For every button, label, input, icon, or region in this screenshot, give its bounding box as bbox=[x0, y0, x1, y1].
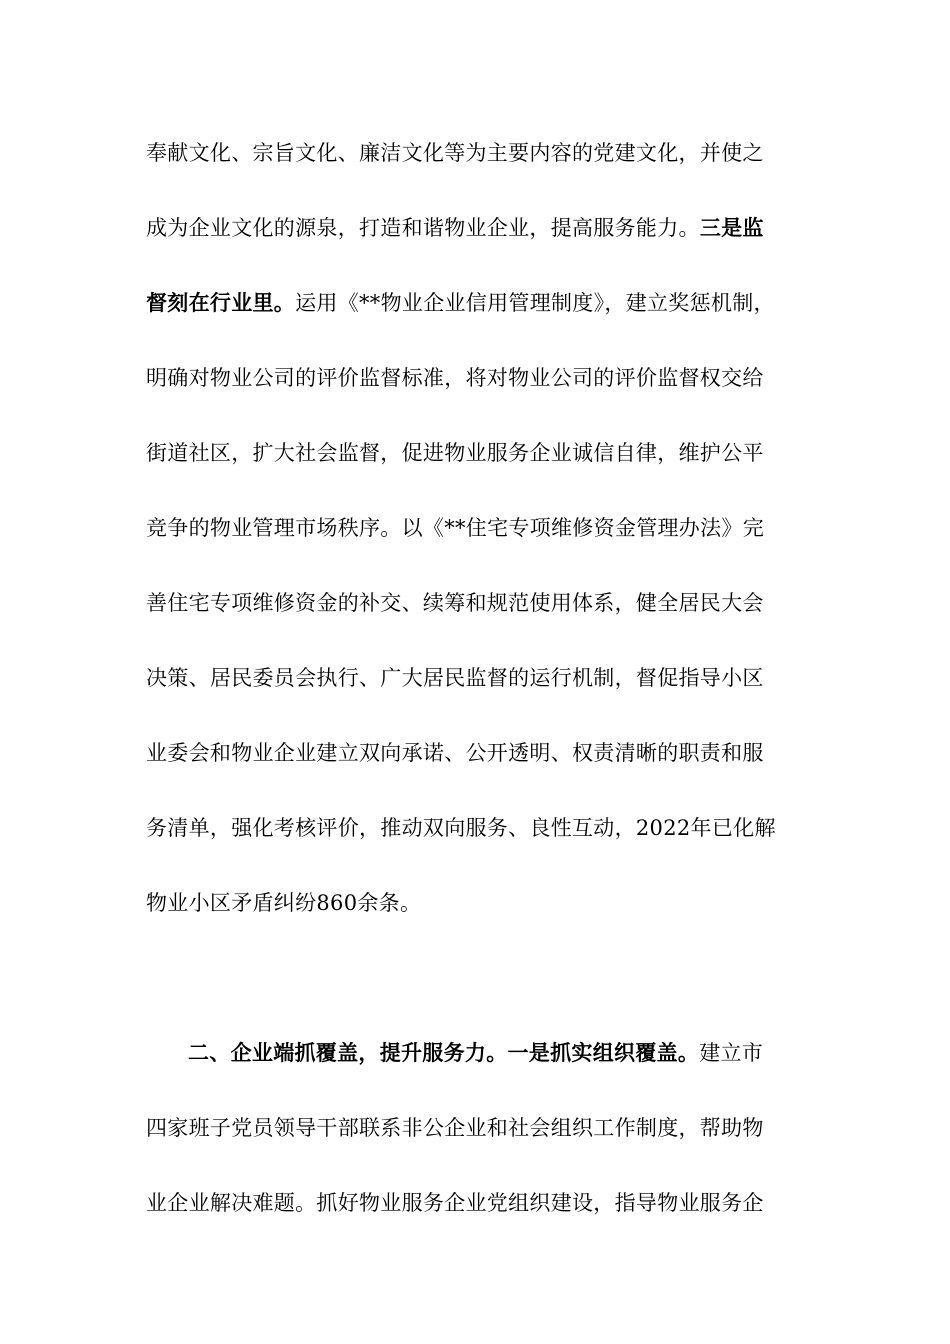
paragraph-line-2 bbox=[146, 206, 826, 281]
bold-heading-run: 督刻在行业里。 bbox=[146, 290, 296, 315]
paragraph-line-9 bbox=[146, 731, 826, 806]
paragraph-line-4 bbox=[146, 356, 826, 431]
text-run: 明确对物业公司的评价监督标准，将对物业公司的评价监督权交给 bbox=[146, 366, 764, 390]
paragraph-line-11 bbox=[146, 881, 826, 956]
text-run: 运用《**物业企业信用管理制度》，建立奖惩机制， bbox=[295, 291, 775, 315]
text-run: 业企业解决难题。抓好物业服务企业党组织建设，指导物业服务企 bbox=[146, 1191, 764, 1215]
bold-heading-run: 二、企业端抓覆盖，提升服务力。一是抓实组织覆盖。 bbox=[188, 1040, 700, 1065]
text-run: 奉献文化、宗旨文化、廉洁文化等为主要内容的党建文化，并使之 bbox=[146, 141, 764, 165]
text-run: 物业小区矛盾纠纷860余条。 bbox=[146, 891, 422, 915]
text-run: 务清单，强化考核评价，推动双向服务、良性互动，2022年已化解 bbox=[146, 816, 776, 840]
text-run: 决策、居民委员会执行、广大居民监督的运行机制，督促指导小区 bbox=[146, 666, 764, 690]
paragraph-line-5 bbox=[146, 431, 826, 506]
paragraph-line-6 bbox=[146, 506, 826, 581]
bold-heading-run: 三是监 bbox=[699, 215, 764, 240]
paragraph-line-7 bbox=[146, 581, 826, 656]
paragraph-line-13 bbox=[146, 1106, 826, 1181]
text-run: 建立市 bbox=[699, 1041, 764, 1065]
paragraph-line-10 bbox=[146, 806, 826, 881]
paragraph-line-8 bbox=[146, 656, 826, 731]
paragraph-gap bbox=[146, 956, 826, 1031]
paragraph-line-3 bbox=[146, 281, 826, 356]
text-run: 善住宅专项维修资金的补交、续筹和规范使用体系，健全居民大会 bbox=[146, 591, 764, 615]
text-run: 成为企业文化的源泉，打造和谐物业企业，提高服务能力。 bbox=[146, 216, 700, 240]
text-run: 街道社区，扩大社会监督，促进物业服务企业诚信自律，维护公平 bbox=[146, 441, 764, 465]
section-heading-line bbox=[146, 1031, 826, 1106]
paragraph-line-1 bbox=[146, 131, 826, 206]
text-run: 四家班子党员领导干部联系非公企业和社会组织工作制度，帮助物 bbox=[146, 1116, 764, 1140]
paragraph-line-14 bbox=[146, 1181, 826, 1256]
text-run: 竞争的物业管理市场秩序。以《**住宅专项维修资金管理办法》完 bbox=[146, 516, 764, 540]
text-run: 业委会和物业企业建立双向承诺、公开透明、权责清晰的职责和服 bbox=[146, 741, 764, 765]
document-body bbox=[146, 131, 826, 1256]
